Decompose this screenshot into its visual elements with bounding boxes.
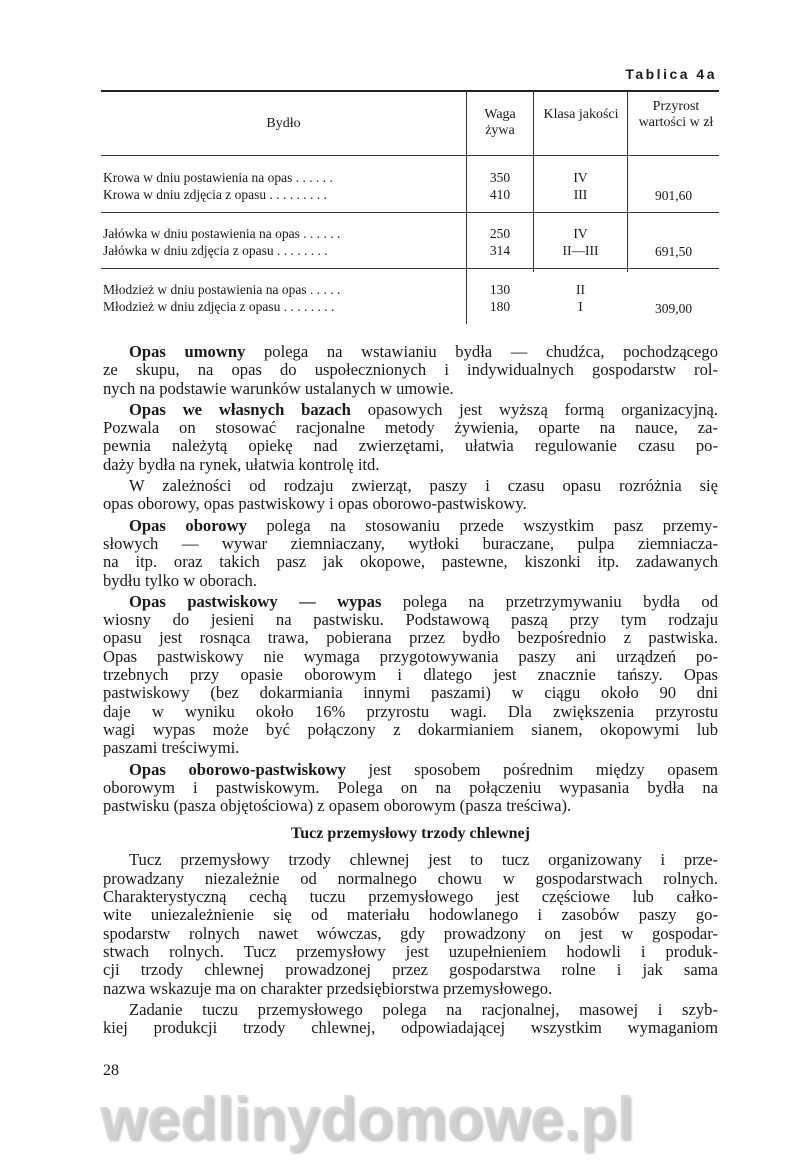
text-line [103, 477, 718, 495]
line-text: polega na stosowaniu przede wszystkim pasz przemy- [246, 515, 718, 535]
line-text: nazwa wskazuje ma on charakter przedsiębiorstwa przemysłowego. [103, 978, 553, 998]
class-value: I [578, 299, 583, 314]
text-line [103, 380, 718, 398]
line-text: polega na wstawianiu bydła — chudźca, pochodzącego [245, 342, 719, 361]
row-label: Młodzież w dniu zdjęcia z opasu . . . . . . . . [103, 299, 335, 314]
text-line [103, 419, 718, 437]
line-text: wiosny do jesieni na pastwisku. Podstawową paszą przy tym rodzaju [103, 610, 718, 630]
data-table [101, 90, 719, 328]
row-label: Młodzież w dniu postawienia na opas . . . . . [103, 282, 341, 297]
text-line [103, 870, 718, 888]
bold-term: Opas umowny [129, 342, 246, 361]
line-text: pewnia należytą opiekę nad zwierzętami, ułatwia regulowanie czasu po- [103, 436, 718, 456]
table-reference: Tablica 4a [625, 66, 717, 82]
bold-term: Opas pastwiskowy — wypas [129, 591, 382, 611]
text-line [103, 456, 718, 474]
line-text: spodarstw rolnych nawet wówczas, gdy prowadzony on jest w gospodar- [103, 923, 718, 943]
watermark-logo: wedlinydomowe.pl [100, 1085, 634, 1152]
line-text: cji trzody chlewnej prowadzonej przez gospodarstwa rolne i jak sama [103, 960, 718, 980]
text-line [103, 648, 718, 666]
text-line [103, 980, 718, 998]
text-line [103, 437, 718, 455]
line-text: wite uniezależnienie się od materiału hodowlanego i zasobów paszy go- [103, 905, 718, 925]
line-text: jest sposobem pośrednim między opasem [345, 759, 718, 779]
text-line [103, 739, 718, 757]
page-number: 28 [103, 1062, 119, 1079]
paragraph-opas-oborowy [103, 517, 718, 590]
text-line [103, 961, 718, 979]
text-line [103, 517, 718, 535]
body-text [103, 343, 718, 1040]
row-label: Krowa w dniu postawienia na opas . . . . . . [103, 170, 333, 185]
line-text: Zadanie tuczu przemysłowego polega na racjonalnej, masowej i szyb- [129, 999, 718, 1019]
bold-term: Opas oborowo-pastwiskowy [129, 759, 346, 779]
paragraph-zadanie-tuczu [103, 1001, 718, 1038]
weight-value: 180 [489, 299, 511, 314]
line-text: pastwiskowy (bez dokarmiania innymi paszami) w ciągu około 90 dni [103, 683, 718, 703]
class-value: III [573, 187, 588, 202]
gain-value: 691,50 [654, 244, 693, 259]
paragraph-opas-wlasne-bazy [103, 401, 718, 474]
text-line [103, 495, 718, 513]
paragraph-opas-umowny [103, 343, 718, 398]
text-line [103, 761, 718, 779]
line-text: Tucz przemysłowy trzody chlewnej jest to tucz organizowany i prze- [129, 850, 718, 870]
line-text: trzebnych przy opasie oborowym i dlatego jest znacznie tańszy. Opas [103, 665, 718, 685]
line-text: nych na podstawie warunków ustalanych w umowie. [103, 378, 454, 398]
class-value: II—III [562, 243, 599, 258]
text-line [103, 535, 718, 553]
line-text: kiej produkcji trzody chlewnej, odpowiadającej wszystkim wymaganiom [103, 1018, 718, 1038]
paragraph-opas-pastwiskowy [103, 593, 718, 758]
text-line [103, 888, 718, 906]
class-value: IV [573, 170, 588, 185]
row-label: Jałówka w dniu postawienia na opas . . . . . . [103, 226, 341, 241]
text-line [103, 629, 718, 647]
line-text: polega na przetrzymywaniu bydła od [381, 591, 719, 611]
text-line [103, 703, 718, 721]
text-line [103, 1019, 718, 1037]
text-line [103, 797, 718, 815]
line-text: wagi wypas może być połączony z dokarmianiem sianem, okopowymi lub [103, 719, 718, 739]
header-klasa: Klasa jakości [543, 107, 619, 122]
header-waga: Waga żywa [484, 107, 516, 138]
gain-value: 309,00 [654, 301, 693, 316]
text-line [103, 779, 718, 797]
header-bydlo: Bydło [266, 116, 301, 131]
row-label: Krowa w dniu zdjęcia z opasu . . . . . . . . . [103, 187, 327, 202]
text-line [103, 943, 718, 961]
line-text: oborowym i pastwiskowym. Polega on na połączeniu wypasania bydła na [103, 777, 718, 797]
line-text: paszami treściwymi. [103, 738, 240, 758]
line-text: prowadzany niezależnie od normalnego chowu w gospodarstwach rolnych. [103, 868, 718, 888]
line-text: Charakterystyczną cechą tuczu przemysłowego jest częściowe lub całko- [103, 887, 718, 907]
text-line [103, 721, 718, 739]
weight-value: 314 [489, 243, 511, 258]
line-text: Opas pastwiskowy nie wymaga przygotowywania paszy ani urządzeń po- [103, 646, 718, 666]
line-text: pastwisku (pasza objętościowa) z opasem oborowym (pasza treściwa). [103, 796, 572, 816]
line-text: słowych — wywar ziemniaczany, wytłoki buraczane, pulpa ziemniacza- [103, 533, 718, 553]
text-line [103, 666, 718, 684]
line-text: opas oborowy, opas pastwiskowy i opas oborowo-pastwiskowy. [103, 494, 527, 514]
weight-value: 250 [489, 226, 511, 241]
line-text: bydłu tylko w oborach. [103, 570, 257, 590]
class-value: IV [573, 226, 588, 241]
line-text: ze skupu, na opas do uspołecznionych i indywidualnych gospodarstw rol- [103, 360, 718, 380]
gain-value: 901,60 [654, 188, 693, 203]
line-text: W zależności od rodzaju zwierząt, paszy i czasu opasu rozróżnia się [129, 476, 718, 496]
row-label: Jałówka w dniu zdjęcia z opasu . . . . . . . . [103, 243, 328, 258]
paragraph-tucz-przemyslowy [103, 851, 718, 997]
text-line [103, 611, 718, 629]
line-text: Pozwala on stosować racjonalne metody żywienia, oparte na nauce, za- [103, 418, 718, 438]
text-line [103, 684, 718, 702]
line-text: na itp. oraz takich pasz jak okopowe, pastewne, kiszonki itp. zadawanych [103, 552, 718, 572]
paragraph-rodzaje-opasu [103, 477, 718, 514]
weight-value: 410 [489, 187, 511, 202]
bold-term: Opas oborowy [129, 515, 247, 535]
text-line [103, 553, 718, 571]
class-value: II [576, 282, 585, 297]
weight-value: 350 [489, 170, 511, 185]
paragraph-opas-oborowo-pastwiskowy [103, 761, 718, 816]
bold-term: Opas we własnych bazach [129, 399, 351, 419]
weight-value: 130 [489, 282, 511, 297]
line-text: opasowych jest wyższą formą organizacyjną. [350, 399, 718, 419]
text-line [103, 593, 718, 611]
text-line [103, 401, 718, 419]
line-text: stwach rolnych. Tucz przemysłowy jest uzupełnieniem hodowli i produk- [103, 941, 718, 961]
text-line [103, 851, 718, 869]
line-text: daży bydła na rynek, ułatwia kontrolę itd. [103, 454, 380, 474]
text-line [103, 572, 718, 590]
section-heading: Tucz przemysłowy trzody chlewnej [291, 825, 530, 843]
line-text: opasu jest rosnąca trawa, pobierana przez bydło bezpośrednio z pastwiska. [103, 628, 718, 648]
text-line [103, 906, 718, 924]
text-line [103, 361, 718, 379]
header-przyrost: Przyrost wartości w zł [638, 99, 714, 130]
text-line [103, 925, 718, 943]
text-line [103, 1001, 718, 1019]
line-text: daje w wyniku około 16% przyrostu wagi. Dla zwiększenia przyrostu [103, 701, 718, 721]
text-line [103, 343, 718, 361]
